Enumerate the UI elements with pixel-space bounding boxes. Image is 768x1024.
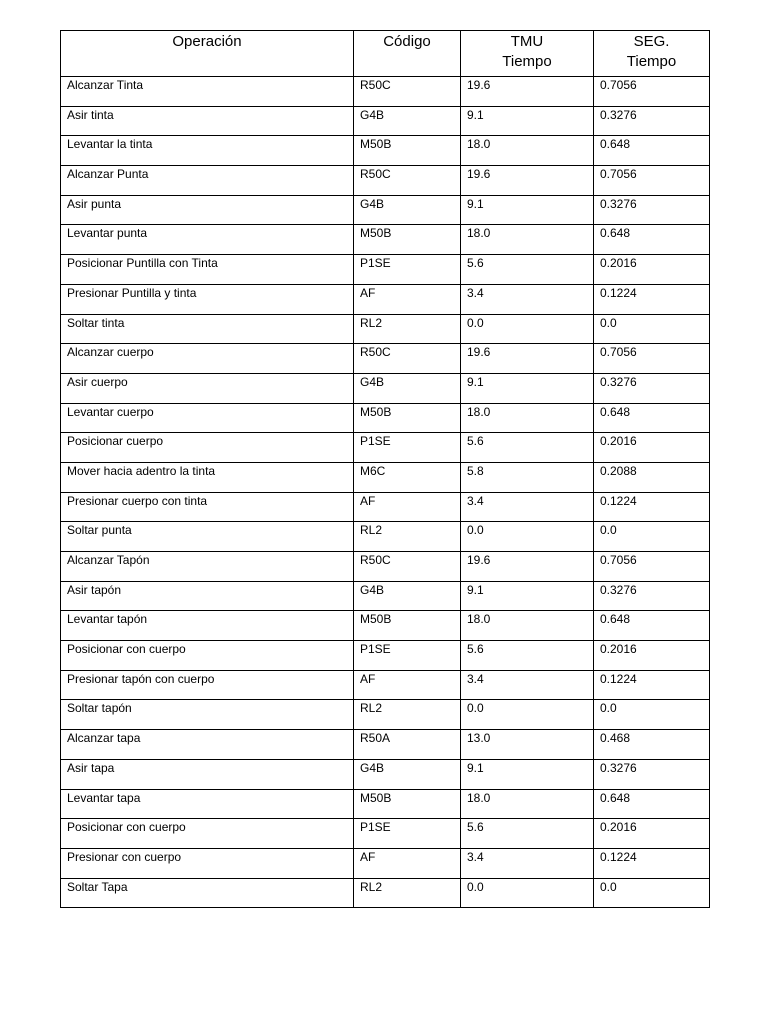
cell-code: P1SE	[354, 433, 461, 463]
table-row	[61, 730, 710, 760]
cell-operation: Presionar tapón con cuerpo	[61, 670, 354, 700]
table-row	[61, 284, 710, 314]
cell-code: M6C	[354, 462, 461, 492]
cell-operation: Soltar tinta	[61, 314, 354, 344]
cell-tmu: 9.1	[461, 195, 594, 225]
cell-tmu: 18.0	[461, 136, 594, 166]
cell-seg: 0.3276	[594, 759, 710, 789]
cell-code: G4B	[354, 581, 461, 611]
header-operation	[61, 31, 354, 77]
cell-tmu: 18.0	[461, 403, 594, 433]
header-seg-sublabel: Tiempo	[626, 53, 677, 70]
table-row	[61, 670, 710, 700]
cell-code: G4B	[354, 759, 461, 789]
cell-seg: 0.468	[594, 730, 710, 760]
cell-operation: Levantar punta	[61, 225, 354, 255]
header-seg-label: SEG.	[633, 33, 670, 50]
cell-code: M50B	[354, 611, 461, 641]
cell-operation: Levantar la tinta	[61, 136, 354, 166]
cell-code: RL2	[354, 314, 461, 344]
cell-tmu: 0.0	[461, 878, 594, 908]
table-row	[61, 492, 710, 522]
cell-seg: 0.0	[594, 522, 710, 552]
table-row	[61, 848, 710, 878]
cell-seg: 0.648	[594, 403, 710, 433]
header-tmu-sublabel: Tiempo	[502, 53, 552, 70]
cell-seg: 0.7056	[594, 552, 710, 582]
cell-tmu: 3.4	[461, 848, 594, 878]
cell-code: G4B	[354, 106, 461, 136]
cell-seg: 0.3276	[594, 373, 710, 403]
cell-seg: 0.1224	[594, 848, 710, 878]
cell-operation: Soltar punta	[61, 522, 354, 552]
cell-operation: Posicionar Puntilla con Tinta	[61, 255, 354, 285]
table-row	[61, 77, 710, 107]
cell-code: P1SE	[354, 641, 461, 671]
cell-tmu: 9.1	[461, 581, 594, 611]
cell-operation: Alcanzar cuerpo	[61, 344, 354, 374]
cell-seg: 0.2088	[594, 462, 710, 492]
table-row	[61, 166, 710, 196]
cell-seg: 0.648	[594, 789, 710, 819]
cell-code: R50C	[354, 552, 461, 582]
cell-operation: Presionar Puntilla y tinta	[61, 284, 354, 314]
table-row	[61, 641, 710, 671]
cell-code: M50B	[354, 403, 461, 433]
cell-operation: Asir tapa	[61, 759, 354, 789]
table-row	[61, 462, 710, 492]
cell-operation: Alcanzar Tapón	[61, 552, 354, 582]
cell-code: AF	[354, 670, 461, 700]
table-row	[61, 344, 710, 374]
cell-tmu: 5.8	[461, 462, 594, 492]
cell-operation: Posicionar con cuerpo	[61, 641, 354, 671]
cell-seg: 0.7056	[594, 166, 710, 196]
cell-code: AF	[354, 492, 461, 522]
cell-tmu: 0.0	[461, 700, 594, 730]
table-row	[61, 522, 710, 552]
cell-seg: 0.648	[594, 136, 710, 166]
header-code	[354, 31, 461, 77]
table-row	[61, 611, 710, 641]
cell-code: M50B	[354, 136, 461, 166]
table-row	[61, 106, 710, 136]
cell-tmu: 3.4	[461, 492, 594, 522]
table-row	[61, 195, 710, 225]
cell-operation: Asir tinta	[61, 106, 354, 136]
cell-seg: 0.1224	[594, 284, 710, 314]
cell-tmu: 5.6	[461, 255, 594, 285]
cell-seg: 0.0	[594, 878, 710, 908]
cell-tmu: 0.0	[461, 314, 594, 344]
cell-seg: 0.2016	[594, 641, 710, 671]
cell-operation: Posicionar con cuerpo	[61, 819, 354, 849]
cell-tmu: 19.6	[461, 344, 594, 374]
cell-tmu: 19.6	[461, 166, 594, 196]
cell-tmu: 18.0	[461, 789, 594, 819]
header-operation-label: Operación	[172, 33, 242, 50]
table-row	[61, 433, 710, 463]
cell-tmu: 5.6	[461, 641, 594, 671]
table-row	[61, 878, 710, 908]
table-row	[61, 225, 710, 255]
cell-tmu: 18.0	[461, 611, 594, 641]
cell-code: RL2	[354, 700, 461, 730]
cell-tmu: 19.6	[461, 552, 594, 582]
cell-seg: 0.2016	[594, 255, 710, 285]
cell-tmu: 0.0	[461, 522, 594, 552]
cell-operation: Alcanzar Tinta	[61, 77, 354, 107]
cell-tmu: 9.1	[461, 373, 594, 403]
table-body	[61, 77, 710, 908]
cell-seg: 0.7056	[594, 344, 710, 374]
cell-tmu: 3.4	[461, 670, 594, 700]
cell-operation: Mover hacia adentro la tinta	[61, 462, 354, 492]
cell-seg: 0.3276	[594, 581, 710, 611]
cell-operation: Presionar con cuerpo	[61, 848, 354, 878]
header-code-label: Código	[383, 33, 431, 50]
cell-operation: Soltar Tapa	[61, 878, 354, 908]
cell-seg: 0.7056	[594, 77, 710, 107]
cell-operation: Alcanzar Punta	[61, 166, 354, 196]
cell-seg: 0.648	[594, 225, 710, 255]
cell-operation: Soltar tapón	[61, 700, 354, 730]
cell-tmu: 3.4	[461, 284, 594, 314]
cell-code: G4B	[354, 195, 461, 225]
cell-seg: 0.0	[594, 314, 710, 344]
cell-operation: Posicionar cuerpo	[61, 433, 354, 463]
cell-seg: 0.3276	[594, 106, 710, 136]
cell-code: M50B	[354, 225, 461, 255]
cell-seg: 0.648	[594, 611, 710, 641]
cell-seg: 0.0	[594, 700, 710, 730]
table-header	[61, 31, 710, 77]
cell-seg: 0.1224	[594, 492, 710, 522]
header-tmu-label: TMU	[510, 33, 544, 50]
cell-tmu: 5.6	[461, 433, 594, 463]
table-row	[61, 136, 710, 166]
table-row	[61, 819, 710, 849]
cell-operation: Asir tapón	[61, 581, 354, 611]
cell-code: P1SE	[354, 255, 461, 285]
cell-seg: 0.3276	[594, 195, 710, 225]
cell-code: AF	[354, 284, 461, 314]
cell-operation: Asir punta	[61, 195, 354, 225]
cell-tmu: 5.6	[461, 819, 594, 849]
cell-tmu: 18.0	[461, 225, 594, 255]
table-row	[61, 700, 710, 730]
cell-code: R50A	[354, 730, 461, 760]
cell-code: G4B	[354, 373, 461, 403]
cell-operation: Asir cuerpo	[61, 373, 354, 403]
table-row	[61, 373, 710, 403]
table-row	[61, 314, 710, 344]
table-row	[61, 255, 710, 285]
header-row	[61, 31, 710, 77]
cell-code: R50C	[354, 166, 461, 196]
cell-operation: Levantar tapón	[61, 611, 354, 641]
cell-seg: 0.2016	[594, 819, 710, 849]
table-row	[61, 581, 710, 611]
cell-tmu: 9.1	[461, 759, 594, 789]
cell-operation: Presionar cuerpo con tinta	[61, 492, 354, 522]
cell-code: P1SE	[354, 819, 461, 849]
cell-operation: Levantar cuerpo	[61, 403, 354, 433]
cell-code: RL2	[354, 878, 461, 908]
cell-code: AF	[354, 848, 461, 878]
cell-operation: Alcanzar tapa	[61, 730, 354, 760]
cell-tmu: 9.1	[461, 106, 594, 136]
cell-tmu: 19.6	[461, 77, 594, 107]
table-row	[61, 759, 710, 789]
cell-seg: 0.2016	[594, 433, 710, 463]
header-seg	[594, 31, 710, 77]
cell-code: R50C	[354, 344, 461, 374]
cell-operation: Levantar tapa	[61, 789, 354, 819]
cell-code: R50C	[354, 77, 461, 107]
header-tmu	[461, 31, 594, 77]
table-row	[61, 552, 710, 582]
cell-code: M50B	[354, 789, 461, 819]
cell-seg: 0.1224	[594, 670, 710, 700]
mtm-operations-table	[60, 30, 710, 908]
table-row	[61, 403, 710, 433]
cell-code: RL2	[354, 522, 461, 552]
table-row	[61, 789, 710, 819]
cell-tmu: 13.0	[461, 730, 594, 760]
